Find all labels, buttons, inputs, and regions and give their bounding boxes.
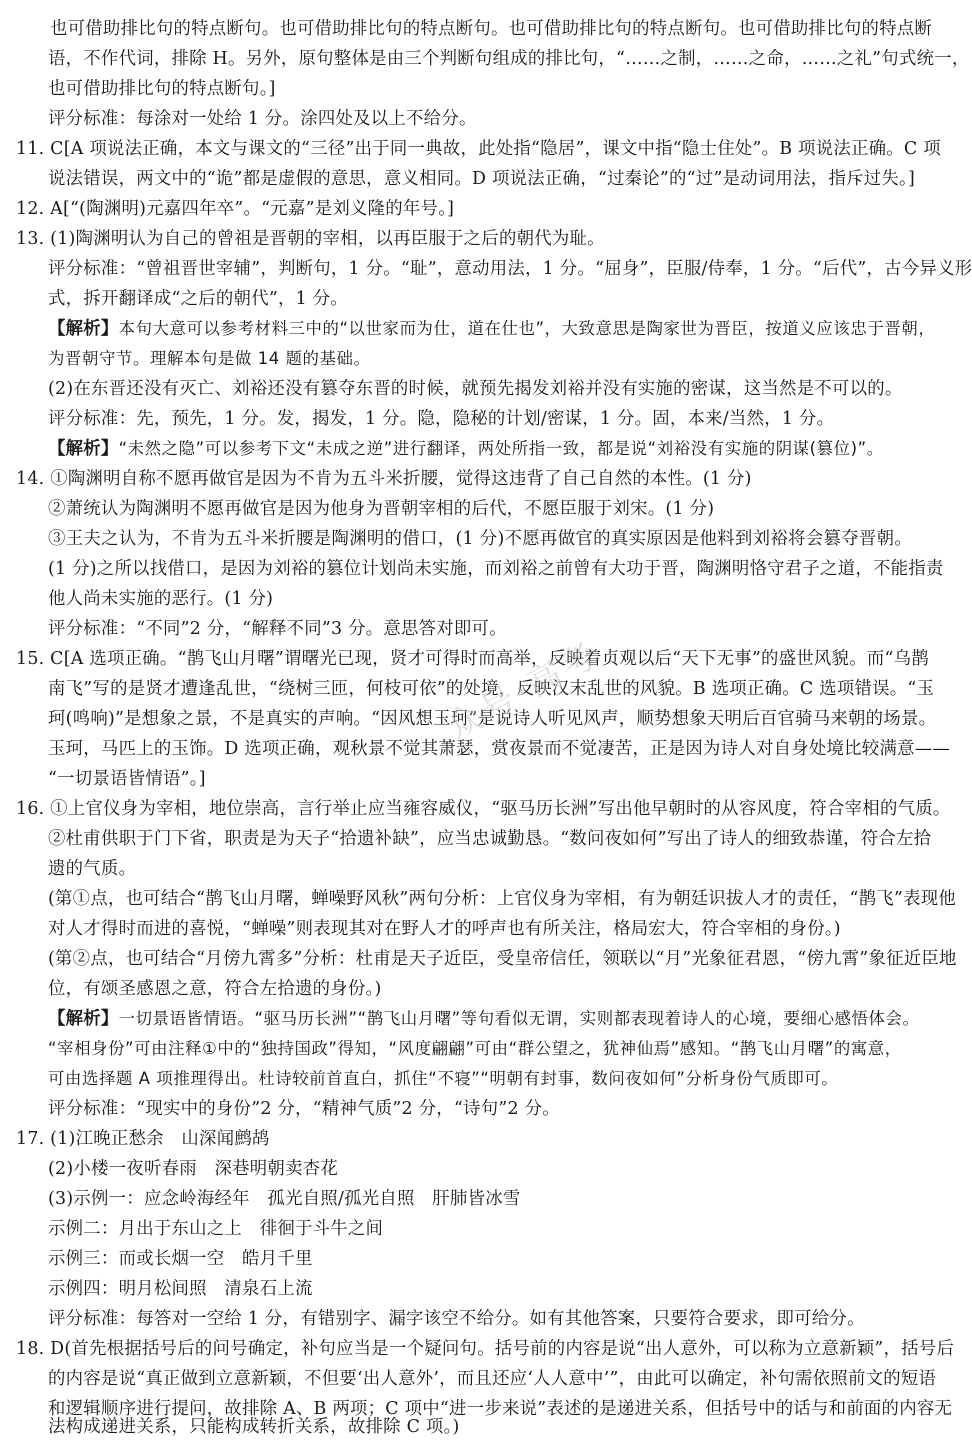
question-16: 16. ①上官仪身为宰相，地位崇高，言行举止应当雍容威仪，“驱马历长洲”写出他早朝时的从容风度，符合宰相的气质。 xyxy=(16,799,951,819)
scoring-standard: 评分标准：“现实中的身份”2 分，“精神气质”2 分，“诗句”2 分。 xyxy=(48,1099,560,1119)
scoring-standard: 评分标准：先，预先，1 分。发，揭发，1 分。隐，隐秘的计划/密谋，1 分。固，本来/当然，1 分。 xyxy=(48,409,835,429)
analysis-text: 本句大意可以参考材料三中的“以世家而为仕，道在仕也”，大致意思是陶家世为晋臣，按道义应该忠于晋朝， xyxy=(118,319,936,338)
watermark: 众号·高考 xyxy=(440,634,607,749)
analysis-text: “宰相身份”可由注释①中的“独持国政”得知，“风度翩翩”可由“群公望之，犹神仙焉”感知。“鹊飞山月曙”的寓意， xyxy=(48,1039,902,1058)
text-line: 他人尚未实施的恶行。(1 分) xyxy=(48,589,274,609)
question-17: 17. (1)江晚正愁余 山深闻鹧鸪 xyxy=(16,1129,270,1149)
analysis-text: 为晋朝守节。理解本句是做 14 题的基础。 xyxy=(48,349,371,368)
text-line: 式，拆开翻译成“之后的朝代”，1 分。 xyxy=(48,289,348,309)
analysis-tag: 【解析】 xyxy=(48,1009,119,1029)
question-11: 11. C[A 项说法正确，本文与课文的“三径”出于同一典故，此处指“隐居”，课文中指“隐士住处”。B 项说法正确。C 项 xyxy=(16,139,941,159)
analysis-block xyxy=(48,434,884,464)
text-line: 说法错误，两文中的“诡”都是虚假的意思，意义相同。D 项说法正确，“过秦论”的“过”是动词用法，指斥过失。] xyxy=(48,169,915,189)
text-line: 示例三：而或长烟一空 皓月千里 xyxy=(48,1249,313,1269)
question-15: 15. C[A 选项正确。“鹊飞山月曙”谓曙光已现，贤才可得时而高举，反映着贞观以后“天下无事”的盛世风貌。而“乌鹊 xyxy=(16,649,929,669)
scoring-standard: 评分标准：每答对一空给 1 分，有错别字、漏字该空不给分。如有其他答案，只要符合要求，即可给分。 xyxy=(48,1309,865,1329)
text-line: 和逻辑顺序进行提问，故排除 A、B 两项；C 项中“进一步来说”表述的是递进关系，但括号中的话与和前面的内容无 xyxy=(48,1399,953,1419)
analysis-tag: 【解析】 xyxy=(48,319,119,339)
text-line: 遗的气质。 xyxy=(48,859,137,879)
text-line: (2)小楼一夜听春雨 深巷明朝卖杏花 xyxy=(48,1159,338,1179)
question-12: 12. A[“(陶渊明)元嘉四年卒”。“元嘉”是刘义隆的年号。] xyxy=(16,199,455,219)
question-13: 13. (1)陶渊明认为自己的曾祖是晋朝的宰相，以再臣服于之后的朝代为耻。 xyxy=(16,229,605,249)
scoring-standard: 评分标准：“不同”2 分，“解释不同”3 分。意思答对即可。 xyxy=(48,619,507,639)
text-line: 示例二：月出于东山之上 徘徊于斗牛之间 xyxy=(48,1219,384,1239)
cropped-top-line xyxy=(28,19,933,40)
cropped-bottom-line xyxy=(28,1417,918,1437)
question-18: 18. D(首先根据括号后的问号确定，补句应当是一个疑问句。括号前的内容是说“出人意外，可以称为立意新颖”，括号后 xyxy=(16,1339,955,1359)
text-line: (第②点，也可结合“月傍九霄多”分析：杜甫是天子近臣，受皇帝信任，领联以“月”光象征君恩，“傍九霄”象征近臣地 xyxy=(48,949,957,969)
analysis-block xyxy=(48,314,935,344)
analysis-tag: 【解析】 xyxy=(48,439,119,459)
text-line: 的内容是说“真正做到立意新颖，不但要‘出人意外’，而且还应‘人人意中’”，由此可以确定，补句需依照前文的短语 xyxy=(48,1369,937,1389)
text-line: ③王夫之认为，不肯为五斗米折腰是陶渊明的借口，(1 分)不愿再做官的真实原因是他料到刘裕将会篡夺晋朝。 xyxy=(48,529,912,549)
text-line: 语，不作代词，排除 H。另外，原句整体是由三个判断句组成的排比句，“……之制，……之命，……之礼”句式统一， xyxy=(48,49,970,69)
text-line: ②萧统认为陶渊明不愿再做官是因为他身为晋朝宰相的后代，不愿臣服于刘宋。(1 分) xyxy=(48,499,715,519)
text-line: “一切景语皆情语”。] xyxy=(48,769,206,789)
analysis-block xyxy=(48,1004,920,1034)
text-line: 也可借助排比句的特点断句。] xyxy=(48,79,276,99)
analysis-text: 一切景语皆情语。“驱马历长洲”“鹊飞山月曙”等句看似无谓，实则都表现着诗人的心境，要细心感悟体会。 xyxy=(118,1009,920,1028)
text-line: ②杜甫供职于门下省，职责是为天子“拾遗补缺”，应当忠诚勤恳。“数问夜如何”写出了诗人的细致恭谨，符合左拾 xyxy=(48,829,932,849)
analysis-text: 可由选择题 A 项推理得出。杜诗较前首直白，抓住“不寝”“明朝有封事，数问夜如何”分析身份气质即可。 xyxy=(48,1069,839,1088)
text-line: 对人才得时而进的喜悦，“蝉噪”则表现其对在野人才的呼声也有所关注，格局宏大，符合宰相的身份。) xyxy=(48,919,841,939)
text-line: (1 分)之所以找借口，是因为刘裕的篡位计划尚未实施，而刘裕之前曾有大功于晋，陶渊明恪守君子之道，不能指责 xyxy=(48,559,944,579)
question-14: 14. ①陶渊明自称不愿再做官是因为不肯为五斗米折腰，觉得这违背了自己自然的本性。(1 分) xyxy=(16,469,752,489)
text-line: (第①点，也可结合“鹊飞山月曙，蝉噪野风秋”两句分析：上官仪身为宰相，有为朝廷识拔人才的责任，“鹊飞”表现他 xyxy=(48,889,956,909)
text-line: 也可借助排比句的特点断句。也可借助排比句的特点断句。也可借助排比句的特点断句。也可借助排比句的特点断 xyxy=(50,19,933,39)
text-line: 评分标准：每涂对一处给 1 分。涂四处及以上不给分。 xyxy=(48,109,477,129)
text-line: 法构成递进关系，只能构成转折关系，故排除 C 项。) xyxy=(48,1417,460,1437)
analysis-text: “未然之隐”可以参考下文“未成之逆”进行翻译，两处所指一致，都是说“刘裕没有实施的阴谋(篡位)”。 xyxy=(118,439,884,458)
text-line: 玉珂，马匹上的玉饰。D 选项正确，观秋景不觉其萧瑟，赏夜景而不觉凄苦，正是因为诗人对自身处境比较满意—— xyxy=(48,739,951,759)
text-line: 示例四：明月松间照 清泉石上流 xyxy=(48,1279,313,1299)
text-line: 珂(鸣响)”是想象之景，不是真实的声响。“因风想玉珂”是说诗人听见风声，顺势想象天明后百官骑马来朝的场景。 xyxy=(48,709,937,729)
scoring-standard: 评分标准：“曾祖晋世宰辅”，判断句，1 分。“耻”，意动用法，1 分。“屈身”，臣服/侍奉，1 分。“后代”，古今异义形 xyxy=(48,259,972,279)
text-line: (3)示例一：应念岭海经年 孤光自照/孤光自照 肝肺皆冰雪 xyxy=(48,1189,521,1209)
text-line: 南飞”写的是贤才遭逢乱世，“绕树三匝，何枝可依”的处境，反映汉末乱世的风貌。B 选项正确。C 选项错误。“玉 xyxy=(48,679,935,699)
text-line: 位，有颂圣感恩之意，符合左拾遗的身份。) xyxy=(48,979,382,999)
text-line: (2)在东晋还没有灭亡、刘裕还没有篡夺东晋的时候，就预先揭发刘裕并没有实施的密谋，这当然是不可以的。 xyxy=(48,379,903,399)
